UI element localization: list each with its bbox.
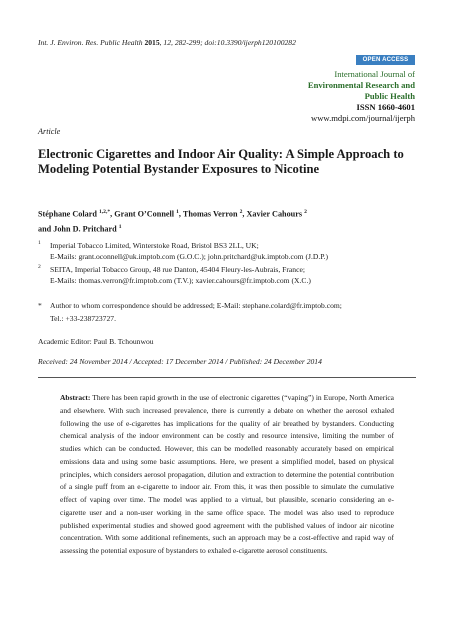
paper-title: Electronic Cigarettes and Indoor Air Quality: A Simple Approach to Modeling Potential Bystander Exposures to Nicotine (38, 147, 404, 176)
correspondence-phone: Tel.: +33-238723727. (50, 313, 116, 323)
author-name: and John D. Pritchard (38, 225, 117, 235)
citation-year: 2015 (144, 38, 160, 47)
correspondence (38, 300, 428, 326)
affiliation-address: Imperial Tobacco Limited, Winterstoke Road, Bristol BS3 2LL, UK; (50, 241, 259, 250)
abstract (60, 392, 394, 558)
author-affiliation-marker: 1 (176, 209, 179, 215)
open-access-badge: OPEN ACCESS (356, 55, 415, 65)
article-type: Article (38, 127, 61, 136)
author-name: Stéphane Colard (38, 209, 97, 219)
author-affiliation-marker: 1,2,* (98, 209, 111, 215)
author-affiliation-marker: 1 (118, 224, 122, 231)
author-affiliation-marker: 2 (304, 209, 307, 215)
author-affiliation-marker: 2 (239, 209, 243, 215)
journal-info (308, 69, 415, 124)
correspondence-email: Author to whom correspondence should be addressed; E-Mail: stephane.colard@fr.imptob.com; (50, 301, 342, 310)
author-separator: , (178, 209, 183, 219)
citation-line (38, 38, 296, 47)
author-separator: , (110, 209, 115, 219)
affiliation-number: 1 (38, 240, 41, 246)
correspondence-marker: * (38, 301, 42, 310)
author-name: Grant O’Connell (114, 209, 175, 219)
author-name: Xavier Cahours (246, 209, 303, 219)
affiliation-number: 2 (38, 264, 41, 270)
affiliation-emails: E-Mails: grant.oconnell@uk.imptob.com (G.O.C.); john.pritchard@uk.imptob.com (J.D.P.) (50, 252, 329, 262)
abstract-label: Abstract: (60, 393, 91, 402)
affiliation-address: SEITA, Imperial Tobacco Group, 48 rue Danton, 45404 Fleury-les-Aubrais, France; (50, 265, 305, 274)
academic-editor: Academic Editor: Paul B. Tchounwou (38, 337, 154, 346)
journal-url[interactable]: www.mdpi.com/journal/ijerph (311, 113, 415, 123)
top-divider (38, 377, 416, 378)
affiliation-1 (38, 240, 428, 264)
citation-journal: Int. J. Environ. Res. Public Health (38, 38, 143, 47)
abstract-text: There has been rapid growth in the use of electronic cigarettes (“vaping”) in Europe, North America and elsewhere. With such increased prevalence, there is currently a debate on whether the aerosol exhaled following the use of e-cigarettes has implications for the quality of air breathed by bystanders. Conducting chemical analysis of the indoor environment can be costly and resource intensive, limiting the number of studies which can be conducted. However, this can be modelled reasonably accurately based on empirical emissions data and using some basic assumptions. Here, we present a simplified model, based on physical principles, which considers aerosol propagation, dilution and extraction to determine the potential contribution of a single puff from an e-cigarette to indoor air. From this, it was then possible to simulate the cumulative effect of vaping over time. The model was applied to a virtual, but plausible, scenario considering an e-cigarette user and a non-user working in the same office space. The model was also used to reproduce published experimental studies and showed good agreement with the published values of indoor air nicotine concentration. With some additional refinements, such an approach may be a cost-effective and rapid way of assessing the potential exposure of bystanders to exhaled e-cigarette aerosol constituents. (60, 393, 394, 555)
author-list (38, 206, 418, 237)
affiliation-emails: E-Mails: thomas.verron@fr.imptob.com (T.V.); xavier.cahours@fr.imptob.com (X.C.) (50, 276, 311, 286)
author-separator: , (242, 209, 247, 219)
journal-name-line3: Public Health (364, 91, 415, 101)
journal-issn: ISSN 1660-4601 (356, 102, 415, 112)
affiliation-2 (38, 264, 428, 288)
publication-dates: Received: 24 November 2014 / Accepted: 17 December 2014 / Published: 24 December 2014 (38, 357, 322, 366)
citation-details: , 12, 282-299; doi:10.3390/ijerph120100282 (159, 38, 296, 47)
journal-name-line1: International Journal of (334, 69, 415, 79)
author-name: Thomas Verron (182, 209, 238, 219)
journal-name-line2: Environmental Research and (307, 80, 415, 90)
